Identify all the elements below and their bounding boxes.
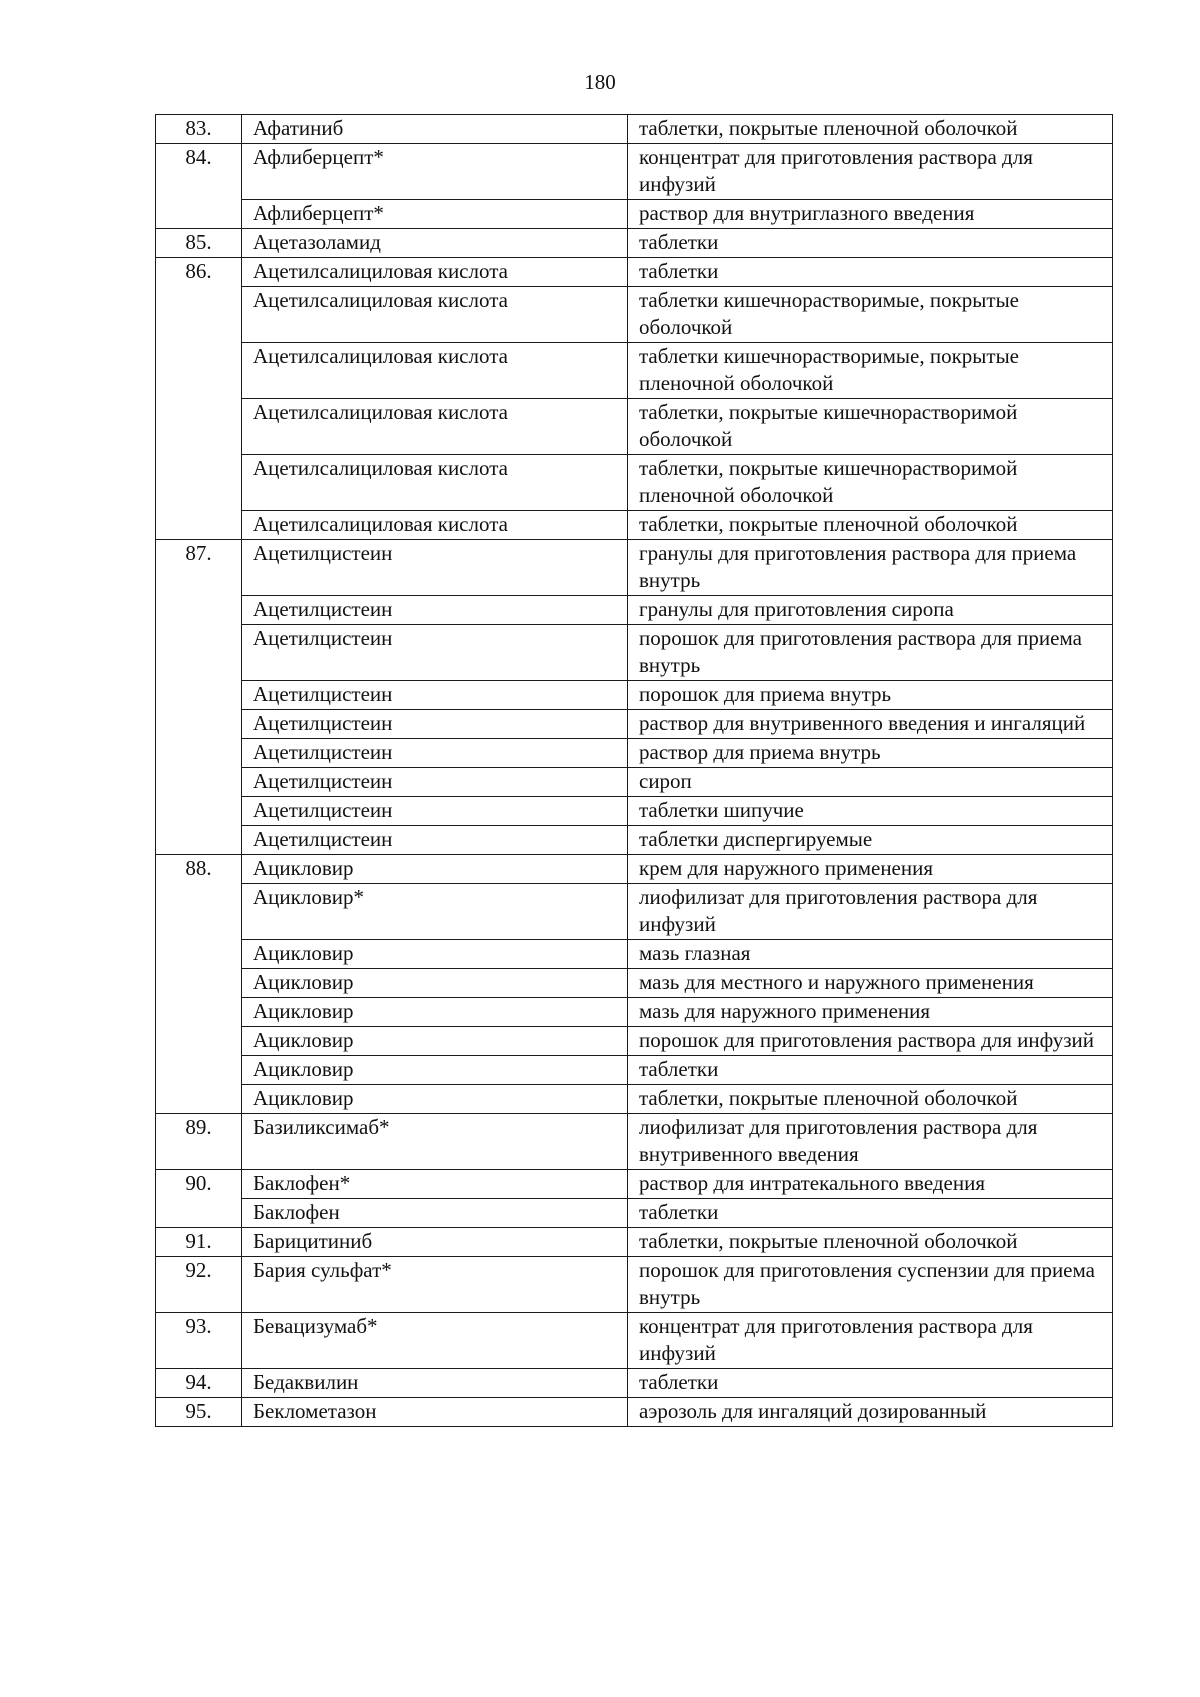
drug-name-cell: Ацетилсалициловая кислота [242, 399, 628, 455]
drug-name-cell: Барицитиниб [242, 1228, 628, 1257]
dosage-form-cell: сироп [628, 768, 1113, 797]
drug-name-cell: Ацикловир* [242, 884, 628, 940]
drug-name-cell: Ацетилсалициловая кислота [242, 287, 628, 343]
dosage-form-cell: мазь для наружного применения [628, 998, 1113, 1027]
drug-name-cell: Афлиберцепт* [242, 200, 628, 229]
drug-name-cell: Бедаквилин [242, 1369, 628, 1398]
entry-number-cell: 92. [156, 1257, 242, 1313]
table-row [156, 1228, 1113, 1257]
table-row [156, 826, 1113, 855]
drug-name-cell: Ацикловир [242, 1085, 628, 1114]
dosage-form-cell: таблетки кишечнорастворимые, покрытые оболочкой [628, 287, 1113, 343]
dosage-form-cell: гранулы для приготовления сиропа [628, 596, 1113, 625]
table-body [156, 115, 1113, 1427]
drug-name-cell: Ацикловир [242, 855, 628, 884]
drug-name-cell: Ацетилсалициловая кислота [242, 511, 628, 540]
dosage-form-cell: таблетки [628, 1199, 1113, 1228]
dosage-form-cell: таблетки шипучие [628, 797, 1113, 826]
drug-name-cell: Ацикловир [242, 998, 628, 1027]
table-row [156, 940, 1113, 969]
drug-name-cell: Ацетилцистеин [242, 797, 628, 826]
dosage-form-cell: концентрат для приготовления раствора для инфузий [628, 144, 1113, 200]
table-row [156, 855, 1113, 884]
dosage-form-cell: порошок для приготовления суспензии для приема внутрь [628, 1257, 1113, 1313]
drug-name-cell: Бария сульфат* [242, 1257, 628, 1313]
table-row [156, 1170, 1113, 1199]
table-row [156, 287, 1113, 343]
dosage-form-cell: лиофилизат для приготовления раствора для инфузий [628, 884, 1113, 940]
drug-name-cell: Ацетилсалициловая кислота [242, 455, 628, 511]
entry-number-cell: 90. [156, 1170, 242, 1228]
table-row [156, 258, 1113, 287]
drug-name-cell: Ацетилцистеин [242, 826, 628, 855]
dosage-form-cell: таблетки кишечнорастворимые, покрытые пленочной оболочкой [628, 343, 1113, 399]
drug-name-cell: Ацетилцистеин [242, 625, 628, 681]
drug-name-cell: Базиликсимаб* [242, 1114, 628, 1170]
dosage-form-cell: таблетки, покрытые кишечнорастворимой пленочной оболочкой [628, 455, 1113, 511]
dosage-form-cell: раствор для интратекального введения [628, 1170, 1113, 1199]
drug-name-cell: Афатиниб [242, 115, 628, 144]
dosage-form-cell: раствор для внутривенного введения и ингаляций [628, 710, 1113, 739]
dosage-form-cell: таблетки диспергируемые [628, 826, 1113, 855]
dosage-form-cell: лиофилизат для приготовления раствора для внутривенного введения [628, 1114, 1113, 1170]
dosage-form-cell: порошок для приготовления раствора для инфузий [628, 1027, 1113, 1056]
entry-number-cell: 93. [156, 1313, 242, 1369]
drug-name-cell: Ацетилцистеин [242, 681, 628, 710]
drug-name-cell: Баклофен [242, 1199, 628, 1228]
dosage-form-cell: таблетки, покрытые кишечнорастворимой оболочкой [628, 399, 1113, 455]
dosage-form-cell: мазь глазная [628, 940, 1113, 969]
table-row [156, 797, 1113, 826]
dosage-form-cell: таблетки, покрытые пленочной оболочкой [628, 1085, 1113, 1114]
table-row [156, 1056, 1113, 1085]
entry-number-cell: 83. [156, 115, 242, 144]
table-row [156, 1313, 1113, 1369]
drug-name-cell: Баклофен* [242, 1170, 628, 1199]
drug-name-cell: Ацетилсалициловая кислота [242, 343, 628, 399]
drug-name-cell: Ацикловир [242, 1056, 628, 1085]
dosage-form-cell: таблетки, покрытые пленочной оболочкой [628, 511, 1113, 540]
table-row [156, 884, 1113, 940]
entry-number-cell: 88. [156, 855, 242, 1114]
drug-name-cell: Ацетилцистеин [242, 710, 628, 739]
entry-number-cell: 89. [156, 1114, 242, 1170]
page-number: 180 [584, 70, 616, 94]
drug-name-cell: Ацикловир [242, 1027, 628, 1056]
table-row [156, 343, 1113, 399]
table-row [156, 768, 1113, 797]
entry-number-cell: 85. [156, 229, 242, 258]
table-row [156, 596, 1113, 625]
table-row [156, 1085, 1113, 1114]
drug-list-table [155, 114, 1113, 1427]
drug-name-cell: Ацетазоламид [242, 229, 628, 258]
dosage-form-cell: раствор для внутриглазного введения [628, 200, 1113, 229]
table-row [156, 1398, 1113, 1427]
drug-name-cell: Ацетилцистеин [242, 768, 628, 797]
dosage-form-cell: таблетки, покрытые пленочной оболочкой [628, 1228, 1113, 1257]
dosage-form-cell: порошок для приема внутрь [628, 681, 1113, 710]
table-row [156, 739, 1113, 768]
table-row [156, 455, 1113, 511]
dosage-form-cell: порошок для приготовления раствора для приема внутрь [628, 625, 1113, 681]
table-row [156, 229, 1113, 258]
dosage-form-cell: таблетки [628, 1369, 1113, 1398]
dosage-form-cell: таблетки [628, 1056, 1113, 1085]
drug-name-cell: Ацетилцистеин [242, 596, 628, 625]
entry-number-cell: 84. [156, 144, 242, 229]
entry-number-cell: 86. [156, 258, 242, 540]
drug-name-cell: Афлиберцепт* [242, 144, 628, 200]
drug-name-cell: Беклометазон [242, 1398, 628, 1427]
drug-name-cell: Бевацизумаб* [242, 1313, 628, 1369]
table-row [156, 540, 1113, 596]
drug-name-cell: Ацикловир [242, 969, 628, 998]
table-row [156, 710, 1113, 739]
entry-number-cell: 91. [156, 1228, 242, 1257]
entry-number-cell: 87. [156, 540, 242, 855]
table-row [156, 200, 1113, 229]
drug-name-cell: Ацетилсалициловая кислота [242, 258, 628, 287]
table-row [156, 144, 1113, 200]
drug-name-cell: Ацетилцистеин [242, 739, 628, 768]
dosage-form-cell: таблетки, покрытые пленочной оболочкой [628, 115, 1113, 144]
table-row [156, 625, 1113, 681]
dosage-form-cell: раствор для приема внутрь [628, 739, 1113, 768]
drug-name-cell: Ацетилцистеин [242, 540, 628, 596]
dosage-form-cell: крем для наружного применения [628, 855, 1113, 884]
table-row [156, 681, 1113, 710]
entry-number-cell: 94. [156, 1369, 242, 1398]
table-row [156, 1257, 1113, 1313]
dosage-form-cell: мазь для местного и наружного применения [628, 969, 1113, 998]
table-row [156, 1369, 1113, 1398]
table-row [156, 969, 1113, 998]
table-row [156, 1199, 1113, 1228]
table-row [156, 399, 1113, 455]
dosage-form-cell: концентрат для приготовления раствора для инфузий [628, 1313, 1113, 1369]
table-row [156, 511, 1113, 540]
dosage-form-cell: таблетки [628, 229, 1113, 258]
table-row [156, 998, 1113, 1027]
table-row [156, 1027, 1113, 1056]
dosage-form-cell: аэрозоль для ингаляций дозированный [628, 1398, 1113, 1427]
entry-number-cell: 95. [156, 1398, 242, 1427]
dosage-form-cell: гранулы для приготовления раствора для приема внутрь [628, 540, 1113, 596]
table-row [156, 115, 1113, 144]
table-row [156, 1114, 1113, 1170]
dosage-form-cell: таблетки [628, 258, 1113, 287]
drug-name-cell: Ацикловир [242, 940, 628, 969]
